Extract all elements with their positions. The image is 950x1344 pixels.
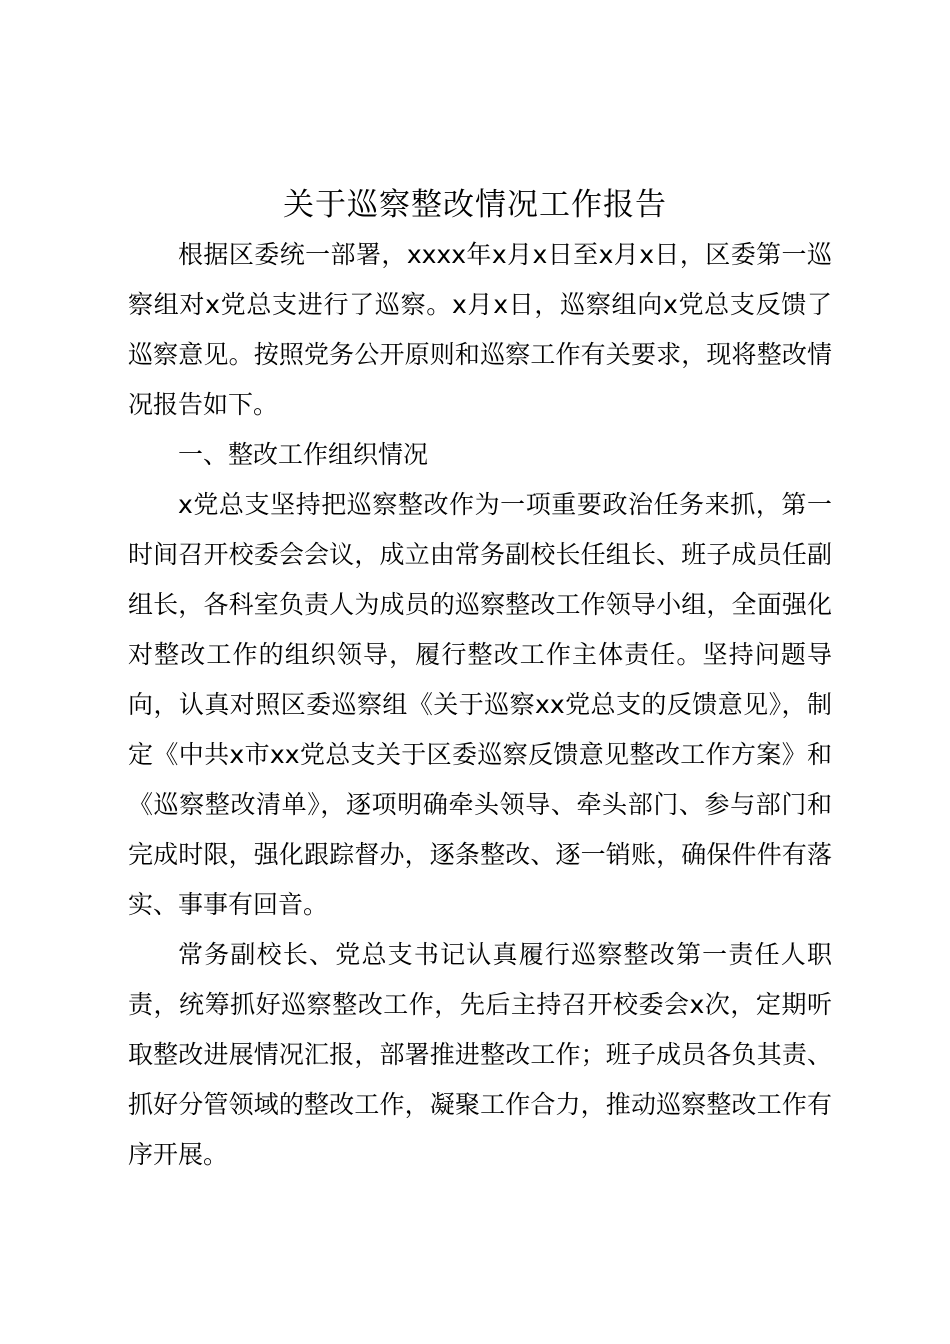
paragraph-intro: 根据区委统一部署，xxxx年x月x日至x月x日，区委第一巡察组对x党总支进行了巡察。x月x日，巡察组向x党总支反馈了巡察意见。按照党务公开原则和巡察工作有关要求，现将整改情况报告如下。 [128, 240, 832, 419]
paragraph-organization: x党总支坚持把巡察整改作为一项重要政治任务来抓，第一时间召开校委会会议，成立由常务副校长任组长、班子成员任副组长，各科室负责人为成员的巡察整改工作领导小组，全面强化对整改工作的组织领导，履行整改工作主体责任。坚持问题导向，认真对照区委巡察组《关于巡察xx党总支的反馈意见》，制定《中共x市xx党总支关于区委巡察反馈意见整改工作方案》和《巡察整改清单》，逐项明确牵头领导、牵头部门、参与部门和完成时限，强化跟踪督办，逐条整改、逐一销账，确保件件有落实、事事有回音。 [128, 490, 832, 919]
document-body [128, 230, 832, 1180]
paragraph-responsibility: 常务副校长、党总支书记认真履行巡察整改第一责任人职责，统筹抓好巡察整改工作，先后主持召开校委会x次，定期听取整改进展情况汇报，部署推进整改工作；班子成员各负其责、抓好分管领域的整改工作，凝聚工作合力，推动巡察整改工作有序开展。 [128, 940, 832, 1169]
document-title: 关于巡察整改情况工作报告 [283, 187, 667, 223]
section-heading: 一、整改工作组织情况 [178, 440, 429, 469]
